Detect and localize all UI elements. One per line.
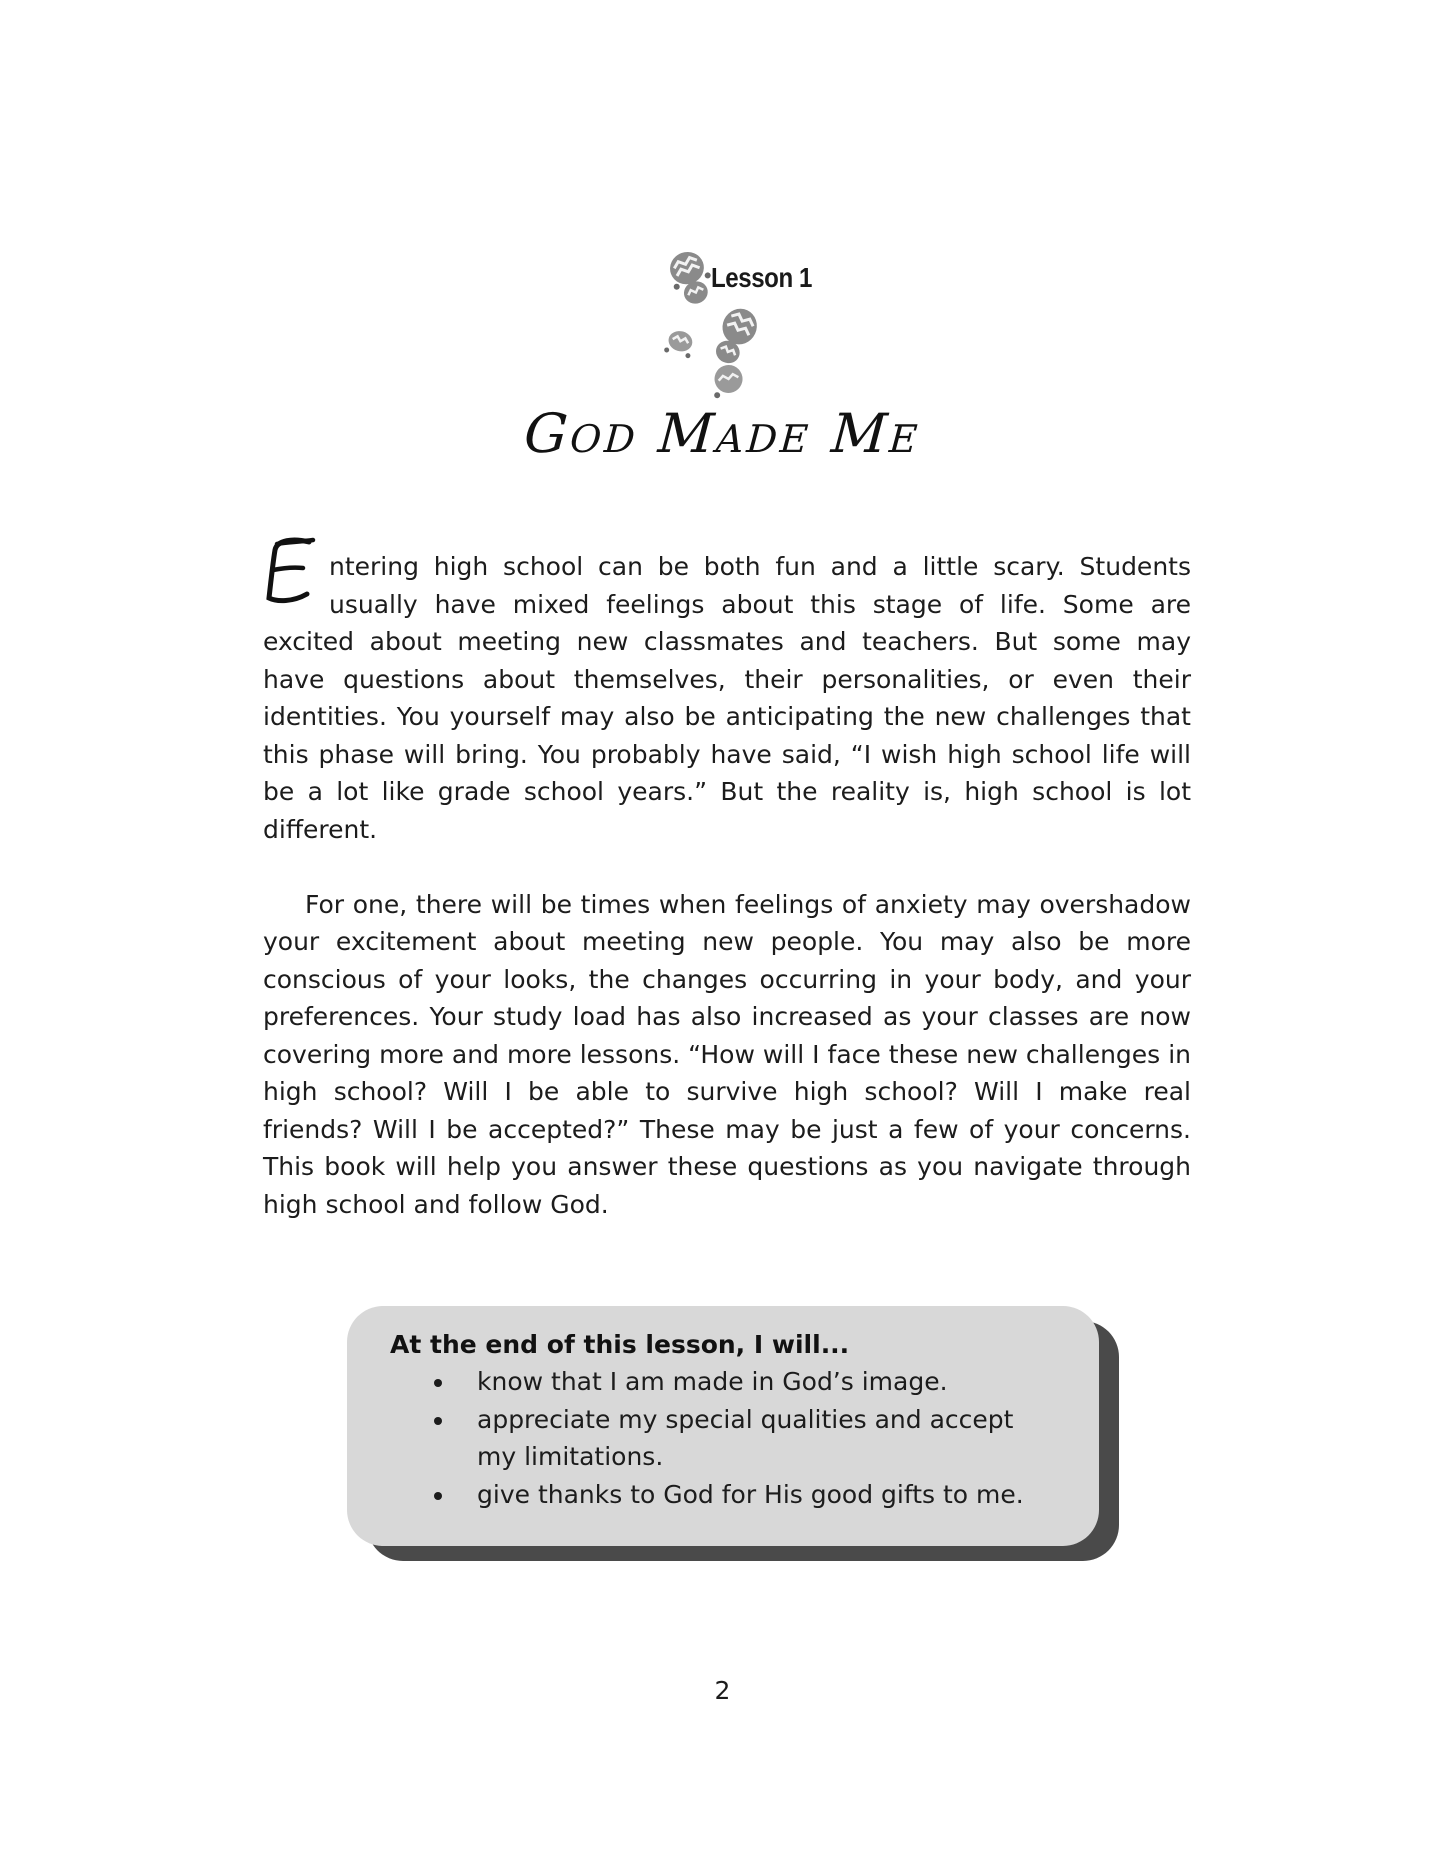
svg-text:E: E: [263, 536, 264, 537]
objectives-title: At the end of this lesson, I will...: [390, 1330, 850, 1359]
page-number: 2: [714, 1676, 731, 1705]
lesson-header: [640, 248, 900, 418]
bullet-icon: [434, 1379, 442, 1387]
bullet-icon: [434, 1492, 442, 1500]
objective-item: give thanks to God for His good gifts to me.: [434, 1476, 1059, 1514]
paragraph-2: For one, there will be times when feelings of anxiety may overshadow your excitement about meeting new people. You may also be more conscious of your looks, the changes occurring in your body, and your preferences. Your study load has also increased as your classes are now covering more and more lessons. “How will I face these new challenges in high school? Will I be able to survive high school? Will I make real friends? Will I be accepted?” These may be just a few of your concerns. This book will help you answer these questions as you navigate through high school and follow God.: [263, 889, 1191, 1219]
page-title: God Made Me: [522, 402, 923, 465]
lesson-intro: [263, 536, 1191, 1223]
lesson-label: Lesson 1: [711, 262, 812, 293]
objective-item: appreciate my special qualities and accept my limitations.: [434, 1401, 1059, 1476]
objective-item: know that I am made in God’s image.: [434, 1363, 1059, 1401]
objectives-box: [347, 1306, 1099, 1546]
objectives-list: [390, 1363, 1059, 1513]
drop-cap-e: [263, 536, 325, 611]
bullet-icon: [434, 1417, 442, 1425]
paragraph-1: [263, 536, 1191, 848]
paragraph-1-text: ntering high school can be both fun and a little scary. Students usually have mixed feelings about this stage of life. Some are excited about meeting new classmates and teachers. But some may have questions about themselves, their personalities, or even their identities. You yourself may also be anticipating the new challenges that this phase will bring. You probably have said, “I wish high school life will be a lot like grade school years.” But the reality is, high school is lot different.: [263, 552, 1191, 844]
